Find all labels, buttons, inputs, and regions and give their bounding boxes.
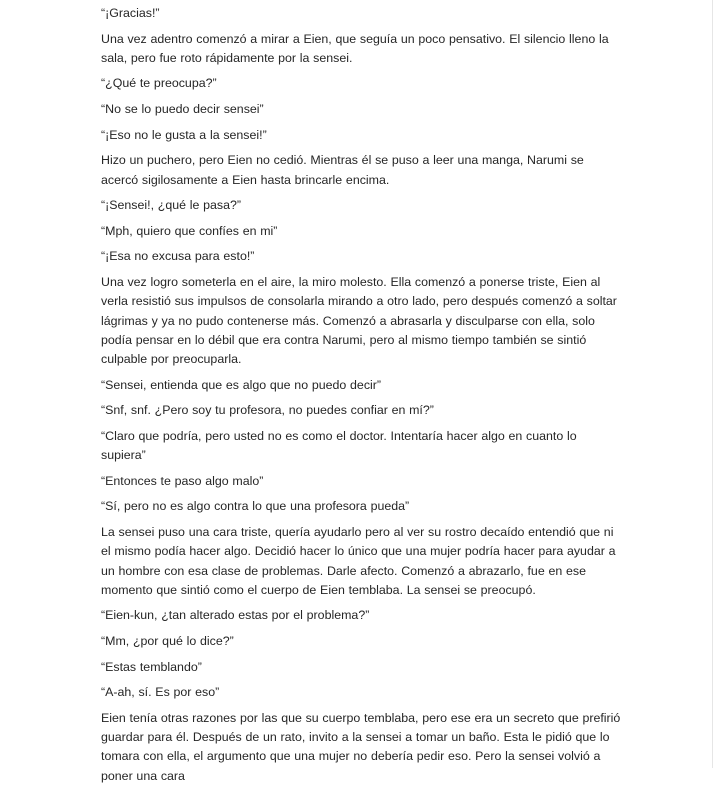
narrative-paragraph: Eien tenía otras razones por las que su cuerpo temblaba, pero ese era un secreto que prefirió guardar para él. Después de un rato, invito a la sensei a tomar un baño. Esta le pidió que lo tomara con ella, el argumento que una mujer no debería pedir eso. Pero la sensei volvió a poner una cara [101, 710, 621, 783]
narrative-paragraph: Una vez logro someterla en el aire, la miro molesto. Ella comenzó a ponerse triste, Eien al verla resistió sus impulsos de consolarla mirando a otro lado, pero después comenzó a soltar lágrimas y ya no pudo contenerse más. Comenzó a abrasarla y disculparse con ella, solo podía pensar en lo débil que era contra Narumi, pero al mismo tiempo también se sintió culpable por preocuparla. [101, 274, 617, 367]
dialogue-line: “¿Qué te preocupa?” [101, 76, 217, 91]
dialogue-line: “¡Esa no excusa para esto!” [101, 249, 255, 264]
dialogue-line: “Snf, snf. ¿Pero soy tu profesora, no puedes confiar en mí?” [101, 403, 434, 418]
dialogue-line: “Sí, pero no es algo contra lo que una profesora pueda” [101, 499, 410, 514]
dialogue-line: “¡Eso no le gusta a la sensei!” [101, 127, 267, 142]
dialogue-line: “No se lo puedo decir sensei” [101, 102, 264, 117]
dialogue-line: “Mm, ¿por qué lo dice?” [101, 634, 234, 649]
dialogue-line: “Entonces te paso algo malo” [101, 473, 264, 488]
dialogue-line: “¡Gracias!” [101, 6, 160, 20]
dialogue-line: “Claro que podría, pero usted no es como el doctor. Intentaría hacer algo en cuanto lo supiera” [101, 428, 577, 463]
dialogue-line: “¡Sensei!, ¿qué le pasa?” [101, 198, 242, 213]
document-body [101, 4, 623, 792]
dialogue-line: “Estas temblando” [101, 659, 202, 674]
dialogue-line: “Sensei, entienda que es algo que no puedo decir” [101, 377, 382, 392]
dialogue-line: “Eien-kun, ¿tan alterado estas por el problema?” [101, 608, 370, 623]
narrative-paragraph: Una vez adentro comenzó a mirar a Eien, que seguía un poco pensativo. El silencio lleno la sala, pero fue roto rápidamente por la sensei. [101, 31, 609, 65]
narrative-paragraph: Hizo un puchero, pero Eien no cedió. Mientras él se puso a leer una manga, Narumi se acercó sigilosamente a Eien hasta brincarle encima. [101, 153, 584, 187]
narrative-paragraph: La sensei puso una cara triste, quería ayudarlo pero al ver su rostro decaído entendió que ni el mismo podía hacer algo. Decidió hacer lo único que una mujer podría hacer para ayudar a un hombre con esa clase de problemas. Darle afecto. Comenzó a abrazarlo, fue en ese momento que sintió como el cuerpo de Eien temblaba. La sensei se preocupó. [101, 524, 616, 597]
dialogue-line: “Mph, quiero que confíes en mi” [101, 223, 278, 238]
dialogue-line: “A-ah, sí. Es por eso” [101, 685, 220, 700]
